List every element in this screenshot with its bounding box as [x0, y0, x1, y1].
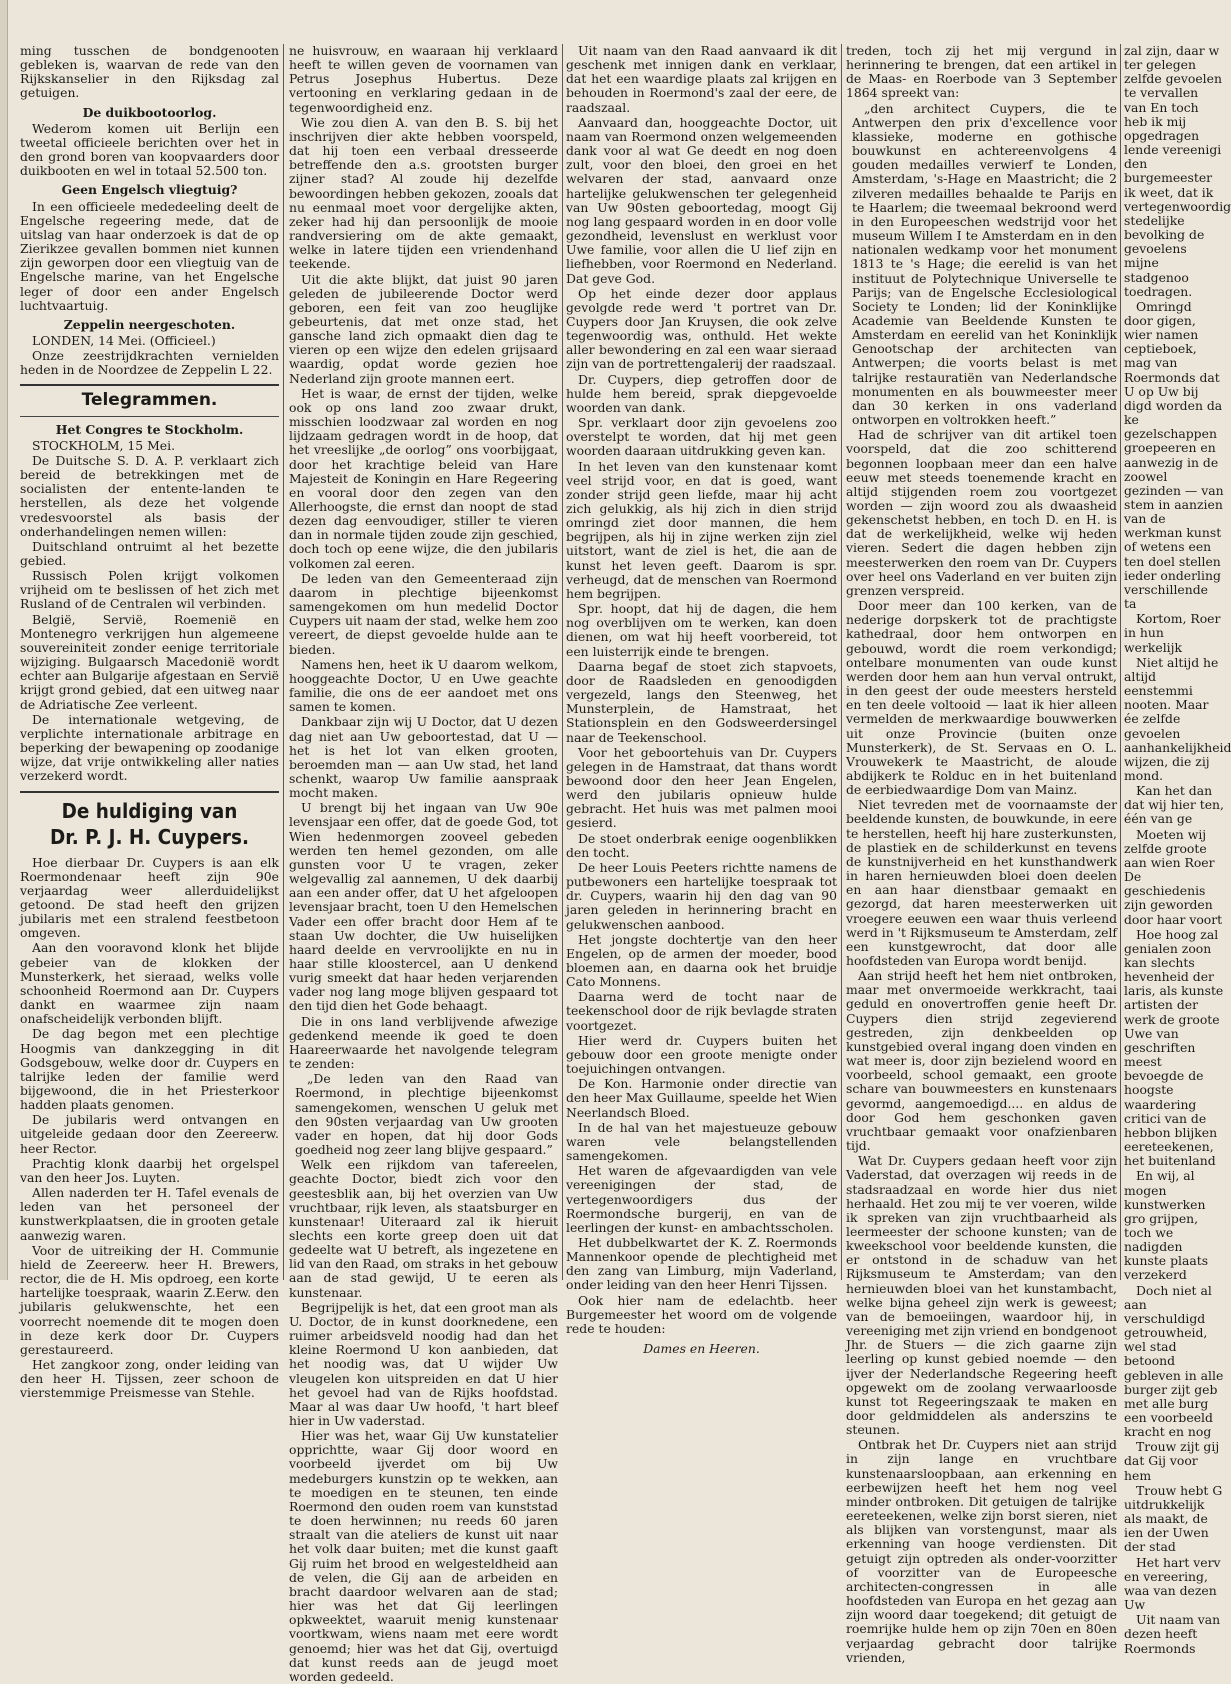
paragraph: Uit naam van dezen heeft Roermonds	[1124, 1612, 1221, 1656]
quoted-telegram	[289, 1072, 558, 1157]
paragraph: De Duitsche S. D. A. P. verklaart zich bereid de betrekkingen met de socialisten der entente-landen te herstellen, als deze het volgende vredesvoorstel als basis der onderhandelingen nemen willen:	[20, 452, 279, 539]
paragraph: Het dubbelkwartet der K. Z. Roermonds Mannenkoor opende de plechtigheid met den zang van Limburg, mijn Vaderland, onder leiding van den heer Henri Tijssen.	[566, 1234, 837, 1293]
article-title-line-1: De huldiging van	[61, 798, 238, 823]
column-4	[846, 43, 1117, 1665]
paragraph: Namens hen, heet ik U daarom welkom, hooggeachte Doctor, U en Uwe geachte familie, die ons de eer aandoet met ons samen te komen.	[289, 656, 558, 715]
paragraph: Hier werd dr. Cuypers buiten het gebouw door een groote menigte onder toejuichingen ontvangen.	[566, 1032, 837, 1077]
section-banner: Telegrammen.	[81, 390, 218, 411]
paragraph: Kan het dan dat wij hier ten, één van ge	[1124, 783, 1224, 827]
paragraph: Niet altijd he altijd eenstemmi nooten. Maar ée zelfde gevoelen aanhankelijkheid wijzen, die zij mond.	[1124, 654, 1231, 783]
quoted-article	[846, 102, 1117, 428]
paragraph: Had de schrijver van dit artikel toen voorspeld, dat die zoo schitterend begonnen loopbaan meer dan een halve eeuw met steeds toenemende kracht en altijd stijgenden roem zou voortgezet worden — zijn woord zou als dwaasheid gekenschetst hebben, en toch D. en H. is dat de werkelijkheid, welke wij heden vieren. Sedert die dagen hebben zijn meesterwerken den roem van Dr. Cuypers over heel ons Vaderland en ver buiten zijn grenzen verspreid.	[846, 427, 1117, 598]
column-5-partial	[1124, 43, 1231, 1656]
paragraph: Trouw hebt G uitdrukkelijk als maakt, de ien der Uwen der stad	[1124, 1482, 1223, 1555]
column-rule	[1120, 44, 1121, 1280]
paragraph: Aanvaard dan, hooggeachte Doctor, uit naam van Roermond onzen welgemeenden dank voor al wat Ge deedt en nog doen zult, voor den bloei, den groei en het welvaren der stad, aanvaard onze hartelijke gelukwenschen ter gelegenheid van Uw 90sten geboortedag, moogt Gij nog lang gespaard worden in en door volle gezondheid, levenslust en werklust voor Uwe familie, voor allen die U lief zijn en liefhebben, voor Roermond en Nederland. Dat geve God.	[566, 114, 837, 286]
article-title	[30, 798, 268, 850]
paragraph: Het zangkoor zong, onder leiding van den heer H. Tijssen, zeer schoon de vierstemmige Preismesse van Stehle.	[20, 1356, 279, 1401]
column-1	[20, 43, 279, 1401]
paragraph: Ontbrak het Dr. Cuypers niet aan strijd in zijn lange en vruchtbare kunstenaarsloopbaan, aan erkenning en eerbewijzen heeft het hem nog veel minder ontbroken. Dit getuigen de talrijke eereteekenen, welke zijn borst sieren, niet als blijken van vorstengunst, maar als erkenning van hooge verdiensten. Dit getuigt zijn optreden als onder-voorzitter of voorzitter van de Europeesche architecten-congressen in alle hoofdsteden van Europa en het gezag aan zijn woord daar toegekend; dit getuigt de roemrijke hulde hem op zijn 70en en 80en verjaardag gebracht door talrijke vrienden,	[846, 1437, 1117, 1665]
paragraph: Kortom, Roer in hun werkelijk	[1124, 611, 1221, 655]
paragraph: U brengt bij het ingaan van Uw 90e levensjaar een offer, dat de goede God, tot Wien hedenmorgen zooveel gebeden werden ten hemel gezonden, om alle gunsten voor U te vragen, zeker welgevallig zal aannemen, U dek daarbij aan een ander offer, dat U het afgeloopen levensjaar bracht, toen U den Hemelschen Vader een offer bracht door Hem af te staan Uw dochter, die Uw huiselijken haard deelde en vervroolijkte en nu in haar stille kloostercel, aan U denkend vurig smeekt dat haar heden verjarenden vader nog lang moge blijven gespaard tot den tijd dien het Gode behaagt.	[289, 800, 558, 1014]
paragraph: België, Servië, Roemenië en Montenegro verkrijgen hun algemeene souvereiniteit zonder eenige territoriale wijziging. Bulgaarsch Macedonië wordt echter aan Bulgarije afgestaan en Servië krijgt grond gebied, dat een uitweg naar de Adriatische Zee verleent.	[20, 611, 279, 712]
paragraph: In de hal van het majestueuze gebouw waren vele belangstellenden samengekomen.	[566, 1119, 837, 1164]
paragraph: In het leven van den kunstenaar komt veel strijd voor, en dat is goed, want zonder strijd geen liefde, maar hij acht zich gelukkig, als hij zich in dien strijd omringd ziet door mannen, die hem begrijpen, als hij in zijne werken zijn ziel uitstort, want de ziel is het, die aan de kunst het leven geeft. Daarom is spr. verheugd, dat de menschen van Roermond hem begrijpen.	[566, 458, 837, 601]
paragraph: zal zijn, daar w ter gelegen zelfde gevoelen te vervallen van En toch heb ik mij opgedragen lende vereenigi den burgemeester ik weet, dat ik vertegenwoordig stedelijke bevolking de gevoelens mijne stadgenoo toedragen.	[1124, 43, 1231, 299]
paragraph: Spr. verklaart door zijn gevoelens zoo overstelpt te worden, dat hij met geen woorden daaraan uitdrukking geven kan.	[566, 415, 837, 459]
paragraph: „De leden van den Raad van Roermond, in plechtige bijeenkomst samengekomen, wenschen U geluk met den 90sten verjaardag van Uw grooten vader en hopen, dat hij door Gods goedheid nog zeer lang blijve gespaard.”	[295, 1071, 558, 1158]
paragraph: Welk een rijkdom van tafereelen, geachte Doctor, biedt zich voor den geestesblik aan, bij het overzien van Uw vruchtbaar, rijk leven, als staatsburger en kunstenaar! Uiteraard zal ik hieruit slechts een korte greep doen uit dat gedeelte wat U betreft, als ingezetene en lid van den Raad, om straks in het gebouw aan de stad gewijd, U te eeren als kunstenaar.	[289, 1157, 558, 1300]
paragraph: Uit die akte blijkt, dat juist 90 jaren geleden de jubileerende Doctor werd geboren, een feit van zoo heuglijke gebeurtenis, dat met onze stad, het gansche land zich opmaakt dien dag te vieren op een wijze den edelen grijsaard waardig, opdat worde gezien hoe Nederland zijn groote mannen eert.	[289, 271, 558, 386]
page-fold-edge	[0, 0, 8, 1280]
paragraph: Op het einde dezer door applaus gevolgde rede werd 't portret van Dr. Cuypers door Jan Kruysen, die ook zelve tegenwoordig was, onthuld. Het wekte aller bewondering en zal een waar sieraad zijn van de portrettengalerij der raadszaal.	[566, 285, 837, 372]
paragraph: Die in ons land verblijvende afwezige gedenkend meende ik goed te doen Haareerwaarde het navolgende telegram te zenden:	[289, 1013, 558, 1072]
column-rule	[562, 44, 563, 1280]
section-heading: Het Congres te Stockholm.	[55, 421, 244, 437]
paragraph: ming tusschen de bondgenooten gebleken is, waarvan de rede van den Rijkskanselier in den Rijksdag zal getuigen.	[20, 43, 279, 101]
section-heading: Zeppelin neergeschoten.	[63, 316, 236, 332]
section-heading: Geen Engelsch vliegtuig?	[61, 182, 238, 198]
paragraph: Dr. Cuypers, diep getroffen door de hulde hem bereid, sprak diepgevoelde woorden van dank.	[566, 371, 837, 415]
divider	[20, 791, 279, 793]
paragraph: Omringd door gigen, wier namen ceptieboek, mag van Roermonds dat U op Uw bij digd worden da ke gezelschappen groepeeren en aanwezig in de zoowel gezinden — van stem in aanzien van de werkman kunst of wetens een ten doel stellen ieder onderling verschillende ta	[1124, 298, 1224, 612]
paragraph: Dankbaar zijn wij U Doctor, dat U dezen dag niet aan Uw geboortestad, dat U — het is het lot van elken grooten, beroemden man — aan Uw stad, het land schenkt, waarop Uw familie aanspraak mocht maken.	[289, 714, 558, 801]
paragraph: „den architect Cuypers, die te Antwerpen den prix d'excellence voor klassieke, moderne en gothische bouwkunst en achtereenvolgens 4 gouden medailles verwierf te Londen, Amsterdam, 's-Hage en Maastricht; die 2 zilveren medailles behaalde te Parijs en te Haarlem; die tweemaal bekroond werd in den Europeeschen wedstrijd voor het museum Willem I te Amsterdam en in den nationalen wedkamp voor het monument 1813 te 's Hage; die eerelid is van het instituut de Polytechnique Universelle te Parijs; van de Engelsche Ecclesiological Society te Londen; lid der Koninklijke Academie van Beeldende Kunsten te Amsterdam en eerelid van het Koninklijk Genootschap der architecten van Antwerpen; die voorts belast is met talrijke restauratiën van Nederlandsche monumenten en als bouwmeester meer dan 30 kerken in ons vaderland ontworpen en voltrokken heeft.”	[852, 100, 1117, 428]
paragraph: Trouw zijt gij dat Gij voor hem	[1124, 1439, 1220, 1483]
paragraph: De dag begon met een plechtige Hoogmis van dankzegging in dit Godsgebouw, welke door dr. Cuypers en talrijke leden der familie werd bijgewoond, die in het Priesterkoor hadden plaats genomen.	[20, 1026, 279, 1113]
paragraph: Ook hier nam de edelachtb. heer Burgemeester het woord om de volgende rede te houden:	[566, 1292, 837, 1336]
paragraph: Allen naderden ter H. Tafel evenals de leden van het personeel der kunstwerkplaatsen, die in grooten getale aanwezig waren.	[20, 1185, 279, 1243]
paragraph: Daarna begaf de stoet zich stapvoets, door de Raadsleden en genoodigden vergezeld, langs den Steenweg, het Munsterplein, de Hamstraat, het Stationsplein en den Godsweerdersingel naar de Teekenschool.	[566, 658, 837, 745]
paragraph: Doch niet al aan verschuldigd getrouwheid, wel stad betoond gebleven in alle burger zijt geb met alle burg een voorbeeld kracht en nog	[1124, 1282, 1224, 1440]
paragraph: Hier was het, waar Gij Uw kunstatelier opprichtte, waar Gij door woord en voorbeeld ijverdet om bij Uw medeburgers kunstzin op te wekken, aan te moedigen en te steunen, ten einde Roermond den ouden roem van kunststad te doen herwinnen; nu reeds 60 jaren straalt van die ateliers de kunst uit naar het volk daar buiten; met die kunst gaaft Gij ruim het brood en welgesteldheid aan de velen, die Gij aan de arbeiden en bracht daardoor welvaren aan de stad; hier was het dat Gij leerlingen opkweektet, waaruit menig kunstenaar voortkwam, wiens naam met eere wordt genoemd; hier was het dat Gij, overtuigd dat kunst reeds aan de jeugd moet worden gedeeld.	[289, 1428, 558, 1684]
paragraph: De jubilaris werd ontvangen en uitgeleide gedaan door den Zeereerw. heer Rector.	[20, 1112, 279, 1156]
paragraph: Aan strijd heeft het hem niet ontbroken, maar met onvermoeide werkkracht, taai geduld en onovertroffen genie heeft Dr. Cuypers dien strijd zegevierend gestreden, zijn denkbeelden op kunstgebied overal ingang doen vinden en wat meer is, door zijn bezielend woord en voorbeeld, school gemaakt, een groote schare van bouwmeesters en kunstenaars gevormd, aangemoedigd.... en aldus de door God hem geschonken gaven vruchtbaar gemaakt voor onafzienbaren tijd.	[846, 968, 1117, 1154]
paragraph: Uit naam van den Raad aanvaard ik dit geschenk met innigen dank en verklaar, dat het een waardige plaats zal krijgen en behouden in Roermond's zaal der eere, de raadszaal.	[566, 43, 837, 115]
paragraph: Niet tevreden met de voornaamste der beeldende kunsten, de bouwkunde, in eere te herstellen, heeft hij hare zusterkunsten, de plastiek en de schilderkunst en tevens de kunstnijverheid en het kunsthandwerk in haren hernieuwden bloei doen deelen en aan haar dienstbaar gemaakt en gezorgd, dat haren meesterwerken uit vroegere eeuwen een waar thuis verleend werd in 't Rijksmuseum te Amsterdam, zelf een kunstgewrocht, dat door alle hoofdsteden van Europa wordt benijd.	[846, 797, 1117, 968]
paragraph: Het jongste dochtertje van den heer Engelen, op de armen der moeder, bood bloemen aan, en daarna ook het bruidje Cato Monnens.	[566, 931, 837, 990]
paragraph: Voor het geboortehuis van Dr. Cuypers gelegen in de Hamstraat, dat thans wordt bewoond door den heer Jean Engelen, werd den jubilaris opnieuw hulde gebracht. Het huis was met palmen mooi gesierd.	[566, 744, 837, 831]
paragraph: De internationale wetgeving, de verplichte internationale arbitrage en beperking der bewapening op zoodanige wijze, dat vrije ontwikkeling aller naties verzekerd wordt.	[20, 711, 279, 784]
divider	[20, 416, 279, 417]
paragraph: ne huisvrouw, en waaraan hij verklaard heeft te willen geven de voornamen van Petrus Josephus Hubertus. Deze vertooning en verklaring gedaan in de tegenwoordigheid enz.	[289, 43, 558, 115]
paragraph: Begrijpelijk is het, dat een groot man als U. Doctor, de in kunst doorknedene, een ruimer arbeidsveld noodig had dan het kleine Roermond U kon aanbieden, dat het noodig was, dat U wijder Uw vleugelen kon uitspreiden en dat U hier het gevoel had van de Rijks hoofdstad. Maar al was daar Uw hoofd, 't hart bleef hier in Uw vaderstad.	[289, 1299, 558, 1428]
paragraph: Onze zeestrijdkrachten vernielden heden in de Noordzee de Zeppelin L 22.	[20, 348, 279, 378]
article-title-line-2: Dr. P. J. H. Cuypers.	[50, 824, 249, 849]
paragraph: Door meer dan 100 kerken, van de nederige dorpskerk tot de prachtigste kathedraal, door hem ontworpen en gebouwd, wordt die roem verkondigd; ontelbare monumenten van oude kunst werden door hem aan hun verval ontrukt, in den geest der oude meesters hersteld en ten deele voltooid — laat ik hier alleen vermelden de merkwaardige bouwwerken uit onze Provincie (buiten onze Munsterkerk), de St. Servaas en O. L. Vrouwekerk te Maastricht, de aloude abdijkerk te Rolduc en in het buitenland de eerbiedwaardige Dom van Mainz.	[846, 598, 1117, 798]
paragraph: Russisch Polen krijgt volkomen vrijheid om te beslissen of het zich met Rusland of de Centralen wil verbinden.	[20, 568, 279, 612]
paragraph: In een officieele mededeeling deelt de Engelsche regeering mede, dat de uitslag van haar onderzoek is dat de op Zierikzee gevallen bommen niet kunnen zijn geworpen door een vliegtuig van de Engelsche marine, van het Engelsche leger of door een ander Engelsch luchtvaartuig.	[20, 198, 279, 313]
dateline: LONDEN, 14 Mei. (Officieel.)	[32, 332, 216, 348]
column-2	[289, 43, 558, 1684]
paragraph: Het waren de afgevaardigden van vele vereenigingen der stad, de vertegenwoordigers dus der Roermondsche burgerij, en van de leerlingen der kunst- en ambachtsscholen.	[566, 1163, 837, 1235]
paragraph: Spr. hoopt, dat hij de dagen, die hem nog overblijven om te werken, kan doen dienen, om wat hij heeft voorbereid, tot een luisterrijk einde te brengen.	[566, 601, 837, 659]
paragraph: Hoe dierbaar Dr. Cuypers is aan elk Roermondenaar heeft zijn 90e verjaardag weer allerduidelijkst getoond. De stad heeft den grijzen jubilaris met een stralend feestbetoon omgeven.	[20, 854, 279, 941]
paragraph: De stoet onderbrak eenige oogenblikken den tocht.	[566, 830, 837, 860]
paragraph: Wie zou dien A. van den B. S. bij het inschrijven dier akte hebben voorspeld, dat hij toen een verbaal dresseerde betreffende den a.s. grootsten burger zijner stad? Al zoude hij dezelfde bewoordingen hebben gekozen, zooals dat nu eenmaal moet voor dergelijke akten, zeker had hij dan persoonlijk de mooie randversiering om de akte gemaakt, welke in latere tijden een vriendenhand teekende.	[289, 114, 558, 272]
paragraph: Prachtig klonk daarbij het orgelspel van den heer Jos. Luyten.	[20, 1155, 279, 1185]
speech-salutation: Dames en Heeren.	[643, 1341, 760, 1357]
paragraph: De leden van den Gemeenteraad zijn daarom in plechtige bijeenkomst samengekomen om hun medelid Doctor Cuypers uit naam der stad, welke hem zoo vereert, de diepst gevoelde hulde aan te bieden.	[289, 570, 558, 657]
paragraph: Hoe hoog zal genialen zoon kan slechts hevenheid der laris, als kunste artisten der werk de groote Uwe van geschriften meest bevoegde de hoogste waardering critici van de hebbon blijken eereteekenen, het buitenland	[1124, 926, 1224, 1169]
paragraph: De Kon. Harmonie onder directie van den heer Max Guillaume, speelde het Wien Neerlandsch Bloed.	[566, 1076, 837, 1120]
column-rule	[283, 44, 284, 1280]
paragraph: treden, toch zij het mij vergund in herinnering te brengen, dat een artikel in de Maas- en Roerbode van 3 September 1864 spreekt van:	[846, 43, 1117, 101]
paragraph: Het hart verv en vereering, waa van dezen Uw	[1124, 1554, 1221, 1613]
paragraph: Wat Dr. Cuypers gedaan heeft voor zijn Vaderstad, dat overzagen wij reeds in de stadsraadzaal en worde hier dus niet herhaald. Het zou mij te ver voeren, wilde ik spreken van zijn vruchtbaarheid als leermeester der schoone kunsten; van de kweekschool voor beeldende kunsten, die er ontstond in de schaduw van het Rijksmuseum te Amsterdam; van den hernieuwden bloei van het kunstambacht, welke bijna geheel zijn werk is geweest; van de bemoeiingen, waardoor hij, in vereeniging met zijn vriend en bondgenoot Jhr. de Stuers — die zich gaarne zijn leerling op kunst gebied noemde — den ijver der Nederlandsche Regeering heeft opgewekt om de zoolang verwaarloosde kunst tot Regeeringszaak te maken en door geldmiddelen als anderszins te steunen.	[846, 1153, 1117, 1438]
paragraph: Het is waar, de ernst der tijden, welke ook op ons land zoo zwaar drukt, misschien loodzwaar zal worden en nog lijdzaam gedragen wordt in de hoop, dat het vreeslijke „de oorlog” ons voorbijgaat, door het krachtige beleid van Hare Majesteit de Koningin en Hare Regeering en vooral door den zegen van den Allerhoogste, die ernst dan noopt de stad dezen dag eenvoudiger, stiller te vieren dan in normale tijden zoude zijn geschied, doch toch op eene wijze, die den jubilaris volkomen zal eeren.	[289, 385, 558, 571]
paragraph: Wederom komen uit Berlijn een tweetal officieele berichten over het in den grond boren van koopvaarders door duikbooten en wel in totaal 52.500 ton.	[20, 120, 279, 179]
divider	[20, 384, 279, 386]
dateline: STOCKHOLM, 15 Mei.	[32, 437, 176, 453]
paragraph: En wij, al mogen kunstwerken gro grijpen, toch we nadigden kunste plaats verzekerd	[1124, 1168, 1209, 1283]
paragraph: De heer Louis Peeters richtte namens de putbewoners een hartelijke toespraak tot dr. Cuypers, waarin hij den dag van 90 jaren geleden in herinnering bracht en gelukwenschen aanbood.	[566, 859, 837, 932]
paragraph: Moeten wij zelfde groote aan wien Roer De geschiedenis zijn geworden door haar voort	[1124, 826, 1223, 927]
paragraph: Daarna werd de tocht naar de teekenschool door de rijk bevlagde straten voortgezet.	[566, 989, 837, 1033]
column-rule	[841, 44, 842, 1280]
paragraph: Duitschland ontruimt al het bezette gebied.	[20, 538, 279, 568]
column-3	[566, 43, 837, 1357]
paragraph: Voor de uitreiking der H. Communie hield de Zeereerw. heer H. Brewers, rector, die de H. Mis opdroeg, een korte hartelijke toespraak, waarin Z.Eerw. den jubilaris gelukwenschte, het een voorrecht noemende dit te mogen doen in deze kerk door Dr. Cuypers gerestaureerd.	[20, 1242, 279, 1357]
section-heading: De duikbootoorlog.	[82, 104, 217, 120]
paragraph: Aan den vooravond klonk het blijde gebeier van de klokken der Munsterkerk, het sieraad, welks volle schoonheid Roermond aan Dr. Cuypers dankt en waarmee zijn naam onafscheidelijk verbonden blijft.	[20, 940, 279, 1027]
